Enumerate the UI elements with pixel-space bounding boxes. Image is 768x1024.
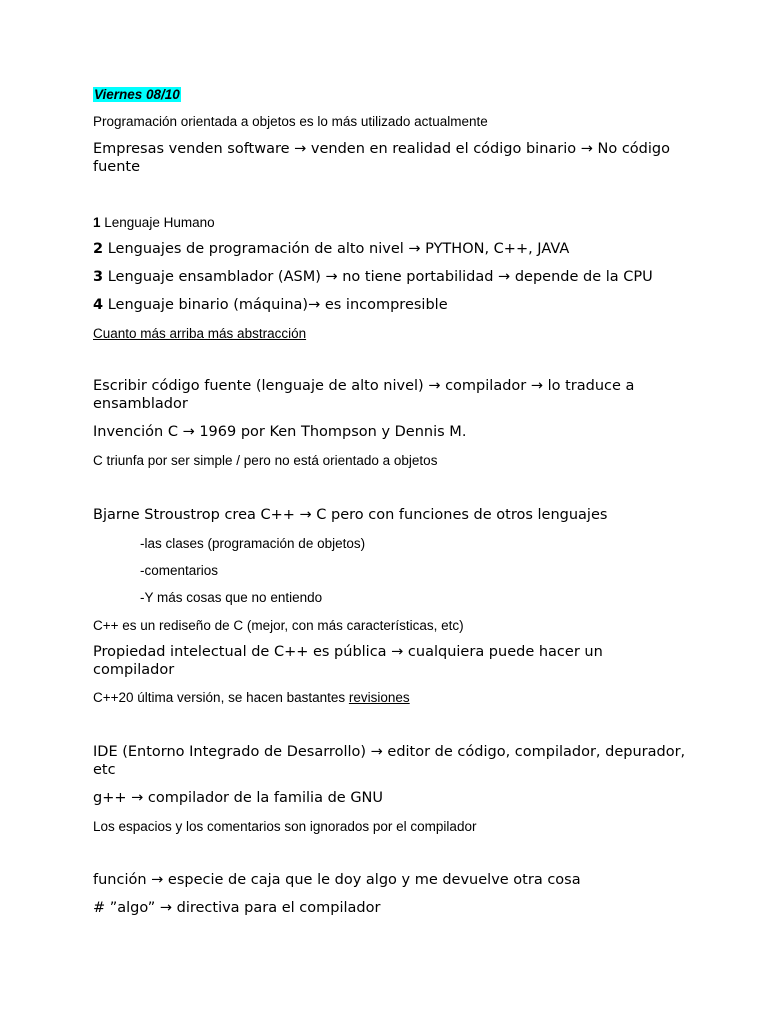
item-text: Lenguajes de programación de alto nivel → PYTHON, C++, JAVA: [103, 241, 570, 257]
note-line: # ”algo” → directiva para el compilador: [93, 900, 381, 916]
item-text: Lenguaje ensamblador (ASM) → no tiene portabilidad → depende de la CPU: [103, 269, 653, 285]
note-line: etc: [93, 762, 116, 778]
note-line: C triunfa por ser simple / pero no está orientado a objetos: [93, 453, 438, 468]
note-line: g++ → compilador de la familia de GNU: [93, 790, 384, 806]
note-text: C++20 última versión, se hacen bastantes: [93, 690, 349, 705]
item-number: 3: [93, 269, 104, 285]
note-line: C++ es un rediseño de C (mejor, con más características, etc): [93, 618, 464, 633]
note-line: fuente: [93, 159, 141, 175]
bullet-item: -comentarios: [140, 563, 219, 578]
numbered-item: [93, 296, 693, 314]
bullet-item: -las clases (programación de objetos): [140, 536, 366, 551]
note-line: ensamblador: [93, 396, 188, 412]
note-line: [93, 689, 693, 707]
note-line: compilador: [93, 662, 175, 678]
note-line: Empresas venden software → venden en realidad el código binario → No código: [93, 141, 670, 157]
note-line: Invención C → 1969 por Ken Thompson y Dennis M.: [93, 424, 467, 440]
numbered-item: [93, 240, 693, 258]
note-line: Bjarne Stroustrop crea C++ → C pero con funciones de otros lenguajes: [93, 507, 608, 523]
note-line: IDE (Entorno Integrado de Desarrollo) → editor de código, compilador, depurador,: [93, 744, 686, 760]
note-line: Los espacios y los comentarios son ignorados por el compilador: [93, 819, 477, 834]
item-text: Lenguaje Humano: [100, 215, 215, 230]
note-line: Propiedad intelectual de C++ es pública → cualquiera puede hacer un: [93, 644, 603, 660]
item-text: Lenguaje binario (máquina)→ es incompresible: [103, 297, 448, 313]
underlined-note: Cuanto más arriba más abstracción: [93, 326, 307, 341]
underlined-word: revisiones: [348, 690, 410, 705]
numbered-item: [93, 268, 693, 286]
bullet-item: -Y más cosas que no entiendo: [140, 590, 323, 605]
highlighted-title: Viernes 08/10: [94, 87, 180, 102]
date-heading: [93, 86, 693, 104]
numbered-item: [93, 214, 693, 232]
note-line: Escribir código fuente (lenguaje de alto nivel) → compilador → lo traduce a: [93, 378, 635, 394]
note-line: función → especie de caja que le doy algo y me devuelve otra cosa: [93, 872, 581, 888]
item-number: 2: [93, 241, 104, 257]
note-line: Programación orientada a objetos es lo más utilizado actualmente: [93, 114, 488, 129]
item-number: 4: [93, 297, 104, 313]
item-number: 1: [93, 215, 101, 230]
